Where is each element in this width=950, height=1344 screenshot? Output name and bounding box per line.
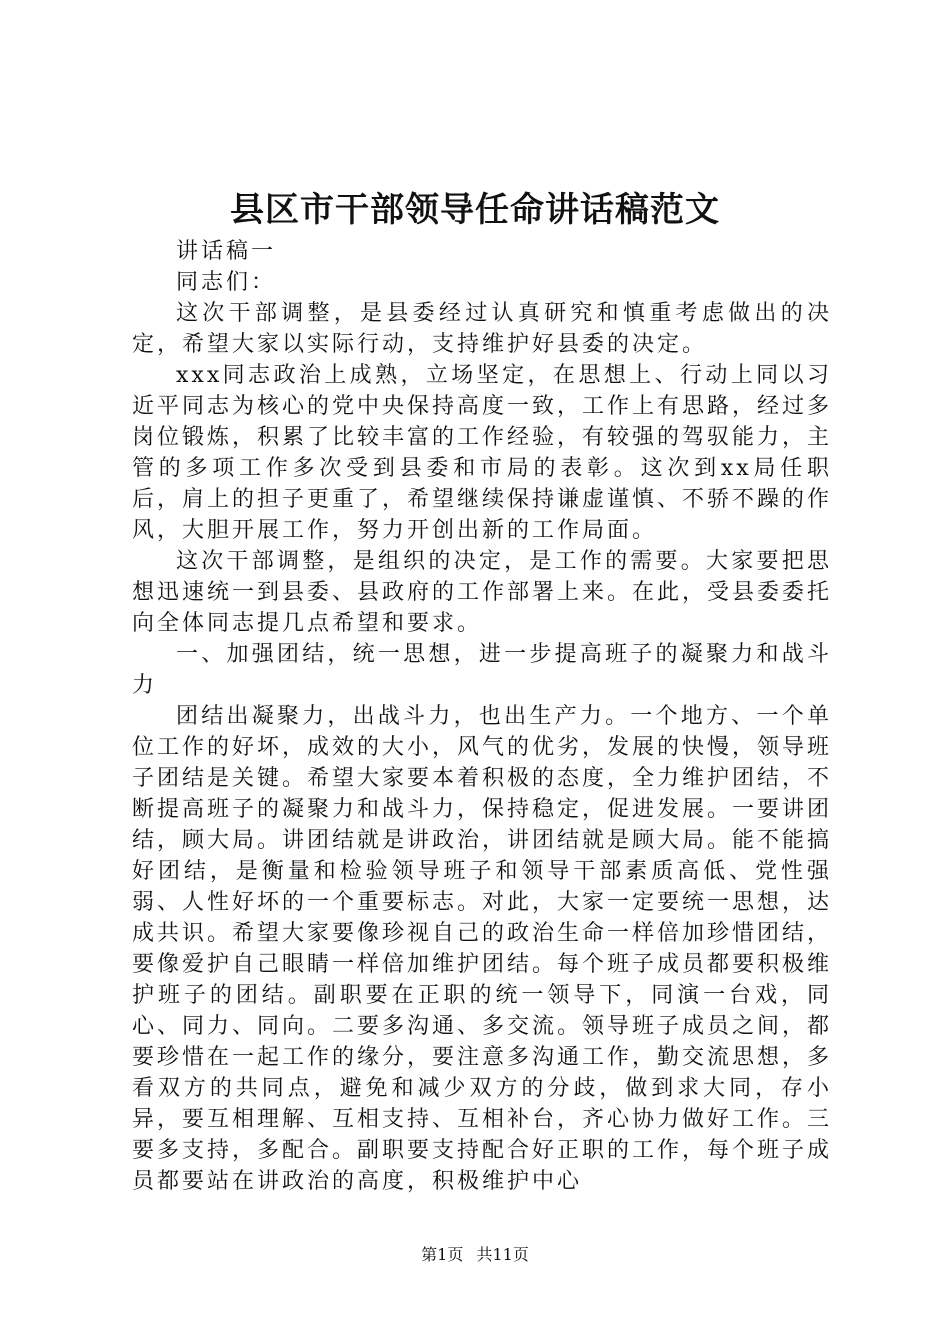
paragraph: 团结出凝聚力，出战斗力，也出生产力。一个地方、一个单位工作的好坏，成效的大小，风气的优劣，发展的快慢，领导班子团结是关键。希望大家要本着积极的态度，全力维护团结，不断提高班子的凝聚力和战斗力，保持稳定，促进发展。一要讲团结，顾大局。讲团结就是讲政治，讲团结就是顾大局。能不能搞好团结，是衡量和检验领导班子和领导干部素质高低、党性强弱、人性好坏的一个重要标志。对此，大家一定要统一思想，达成共识。希望大家要像珍视自己的政治生命一样倍加珍惜团结，要像爱护自己眼睛一样倍加维护团结。每个班子成员都要积极维护班子的团结。副职要在正职的统一领导下，同演一台戏，同心、同力、同向。二要多沟通、多交流。领导班子成员之间，都要珍惜在一起工作的缘分，要注意多沟通工作，勤交流思想，多看双方的共同点，避免和减少双方的分歧，做到求大同，存小异，要互相理解、互相支持、互相补台，齐心协力做好工作。三要多支持，多配合。副职要支持配合好正职的工作，每个班子成员都要站在讲政治的高度，积极维护中心 bbox=[132, 704, 833, 1194]
document-title: 县区市干部领导任命讲话稿范文 bbox=[230, 190, 720, 230]
document-body bbox=[132, 236, 832, 1197]
paragraph-salutation: 同志们： bbox=[176, 270, 277, 295]
paragraph-heading: 讲话稿一 bbox=[176, 239, 277, 264]
page-total: 共11页 bbox=[476, 1245, 529, 1264]
paragraph: 这次干部调整，是县委经过认真研究和慎重考虑做出的决定，希望大家以实际行动，支持维护好县委的决定。 bbox=[132, 301, 832, 357]
section-heading: 一、加强团结，统一思想，进一步提高班子的凝聚力和战斗力 bbox=[132, 642, 832, 698]
page-footer bbox=[0, 1244, 950, 1266]
paragraph: 这次干部调整，是组织的决定，是工作的需要。大家要把思想迅速统一到县委、县政府的工作部署上来。在此，受县委委托向全体同志提几点希望和要求。 bbox=[132, 549, 833, 636]
page-number: 第1页 bbox=[421, 1245, 464, 1264]
paragraph: xxx同志政治上成熟，立场坚定，在思想上、行动上同以习近平同志为核心的党中央保持高度一致，工作上有思路，经过多岗位锻炼，积累了比较丰富的工作经验，有较强的驾驭能力，主管的多项工作多次受到县委和市局的表彰。这次到xx局任职后，肩上的担子更重了，希望继续保持谦虚谨慎、不骄不躁的作风，大胆开展工作，努力开创出新的工作局面。 bbox=[132, 363, 833, 543]
